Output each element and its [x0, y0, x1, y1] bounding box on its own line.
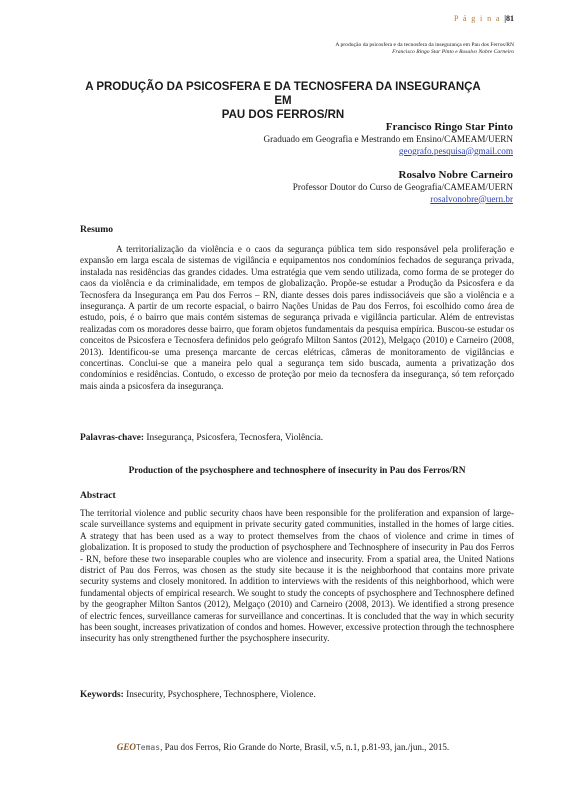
- author-email-link[interactable]: rosalvonobre@uern.br: [430, 193, 513, 204]
- footer-citation: , Pau dos Ferros, Rio Grande do Norte, Brasil, v.5, n.1, p.81-93, jan./jun., 2015.: [160, 742, 450, 752]
- page-separator: |: [504, 14, 506, 23]
- journal-brand: GEO: [116, 742, 136, 752]
- resumo-text: A territorialização da violência e o caos da segurança pública tem sido responsável pela proliferação e expansão em larga escala de sistemas de vigilância e equipamentos nos condomínios fechados de segurança privada, instalada nas residências das grandes cidades. Uma estratégia que vem sendo utilizada, como forma de se proteger do caos da violência e da criminalidade, em tempos de globalização. Propõe-se estudar a Produção da Psicosfera e da Tecnosfera da Insegurança em Pau dos Ferros – RN, diante desses dois pares indissociáveis que são a violência e a insegurança. A partir de um recorte espacial, o bairro Nações Unidas de Pau dos Ferros, foi escolhido como área de estudo, pois, é o bairro que mais contém sistemas de segurança privada e vigilância particular. Além de entrevistas realizadas com os moradores desse bairro, que foram objetos fundamentais da pesquisa empírica. Buscou-se estudar os conceitos de Psicosfera e Tecnosfera definidos pelo geógrafo Milton Santos (2012), Melgaço (2010) e Carneiro (2008, 2013). Identificou-se uma presença marcante de cercas elétricas, câmeras de monitoramento de vigilâncias e concertinas. Conclui-se que a maneira pelo qual a segurança tem sido buscada, aumenta a privatização dos condomínios e residências. Contudo, o excesso de proteção por meio da tecnosfera da insegurança, só tem reforçado mais ainda a psicosfera da insegurança.: [80, 244, 514, 391]
- paper-title-line1: A PRODUÇÃO DA PSICOSFERA E DA TECNOSFERA DA INSEGURANÇA EM: [85, 81, 481, 107]
- page-number: 81: [506, 14, 514, 23]
- abstract-text: The territorial violence and public security chaos have been responsible for the proliferation and expansion of large-scale surveillance systems and equipment in private security gated communities, installed in the homes of large cities. A strategy that has been used as a way to protect themselves from the chaos of violence and crime in times of globalization. It is proposed to study the production of psychosphere and Technosphere of insecurity in Pau dos Ferros - RN, before these two inseparable couples who are violence and insecurity. From a spatial area, the United Nations district of Pau dos Ferros, was chosen as the study site because it is the neighborhood that contains more private security systems and closely monitored. In addition to interviews with the residents of this neighborhood, which were fundamental objects of empirical research. We sought to study the concepts of psychosphere and Technosphere defined by the geographer Milton Santos (2012), Melgaço (2010) and Carneiro (2008, 2013). We identified a strong presence of electric fences, surveillance cameras for surveillance and concertinas. It is concluded that the way in which security has been sought, increases privatization of condos and homes. However, excessive protection through the technosphere insecurity has only strengthened further the psychosphere insecurity.: [80, 508, 514, 644]
- journal-brand-suffix: Temas: [135, 743, 161, 752]
- author-name: Francisco Ringo Star Pinto: [385, 121, 513, 133]
- paper-title: [78, 80, 488, 122]
- author-affiliation: Professor Doutor do Curso de Geografia/CAMEAM/UERN: [292, 182, 513, 192]
- author-block-2: [293, 168, 513, 205]
- keywords-label: Palavras-chave:: [80, 433, 145, 443]
- keywords-list: Insecurity, Psychosphere, Technosphere, Violence.: [126, 690, 316, 700]
- paper-title-line2: PAU DOS FERROS/RN: [221, 109, 345, 121]
- abstract-heading: Abstract: [80, 490, 116, 501]
- page-number-header: [454, 14, 514, 23]
- author-email-link[interactable]: geografo.pesquisa@gmail.com: [398, 145, 513, 156]
- page-label: P á g i n a: [453, 14, 501, 23]
- abstract-keywords: [80, 689, 514, 701]
- resumo-heading: Resumo: [80, 224, 114, 235]
- author-affiliation: Graduado em Geografia e Mestrando em Ensino/CAMEAM/UERN: [263, 134, 513, 144]
- author-name: Rosalvo Nobre Carneiro: [398, 169, 513, 181]
- running-title: A produção da psicosfera e da tecnosfera da insegurança em Pau dos Ferros/RN: [335, 42, 514, 48]
- keywords-label: Keywords:: [80, 690, 124, 700]
- page-footer: [0, 742, 566, 752]
- english-title: Production of the psychosphere and technosphere of insecurity in Pau dos Ferros/RN: [128, 466, 466, 476]
- running-authors: Francisco Ringo Star Pinto e Rosalvo Nobre Carneiro: [392, 49, 514, 55]
- resumo-keywords: [80, 432, 514, 444]
- author-block-1: [263, 120, 513, 157]
- keywords-list: Insegurança, Psicosfera, Tecnosfera, Violência.: [146, 433, 324, 443]
